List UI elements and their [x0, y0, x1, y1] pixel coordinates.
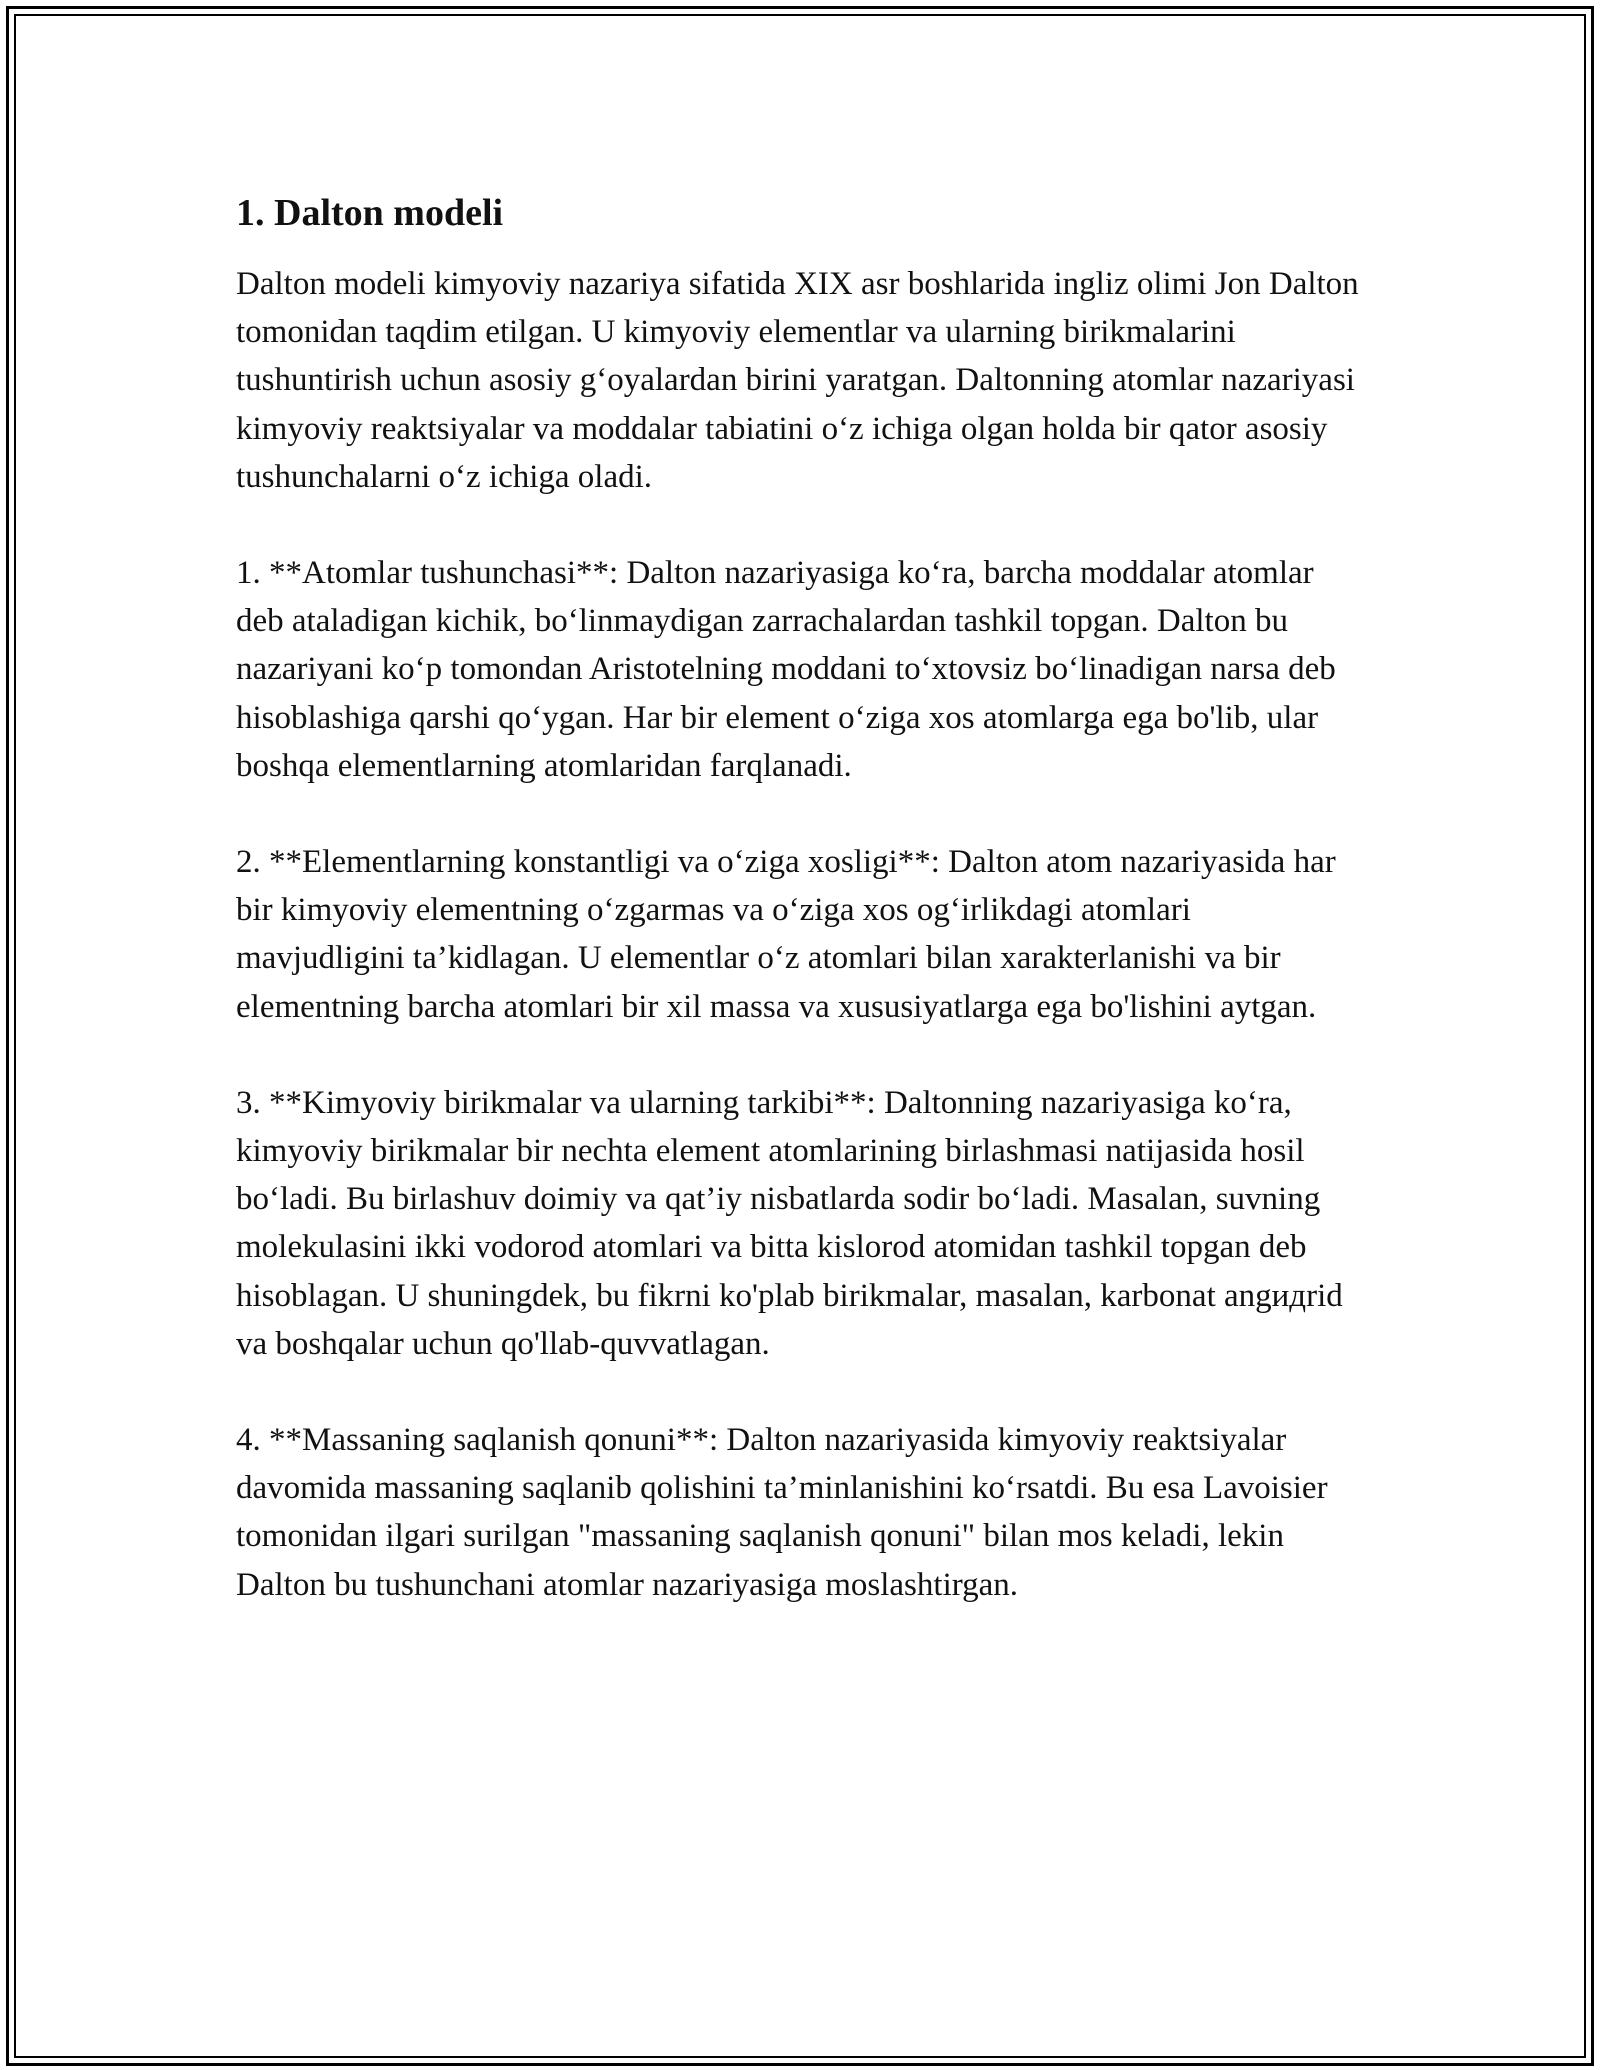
- atoms-concept-paragraph: 1. **Atomlar tushunchasi**: Dalton nazariyasiga ko‘ra, barcha moddalar atomlar deb ataladigan kichik, bo‘linmaydigan zarrachalardan tashkil topgan. Dalton bu nazariyani ko‘p tomondan Aristotelning moddani to‘xtovsiz bo‘linadigan narsa deb hisoblashiga qarshi qo‘ygan. Har bir element o‘ziga xos atomlarga ega bo'lib, ular boshqa elementlarning atomlaridan farqlanadi.: [236, 555, 1336, 784]
- chemical-compounds-paragraph: 3. **Kimyoviy birikmalar va ularning tarkibi**: Daltonning nazariyasiga ko‘ra, kimyoviy birikmalar bir nechta element atomlarining birlashmasi natijasida hosil bo‘ladi. Bu birlashuv doimiy va qat’iy nisbatlarda sodir bo‘ladi. Masalan, suvning molekulasini ikki vodorod atomlari va bitta kislorod atomidan tashkil topgan deb hisoblagan. U shuningdek, bu fikrni ko'plab birikmalar, masalan, karbonat angидrid va boshqalar uchun qo'llab-quvvatlagan.: [236, 1084, 1343, 1362]
- mass-conservation-paragraph: 4. **Massaning saqlanish qonuni**: Dalton nazariyasida kimyoviy reaktsiyalar davomida massaning saqlanib qolishini ta’minlanishini ko‘rsatdi. Bu esa Lavoisier tomonidan ilgari surilgan "massaning saqlanish qonuni" bilan mos keladi, lekin Dalton bu tushunchani atomlar nazariyasiga moslashtirgan.: [236, 1422, 1328, 1603]
- document-page: [236, 188, 1364, 1657]
- elements-constancy-paragraph: 2. **Elementlarning konstantligi va o‘ziga xosligi**: Dalton atom nazariyasida har bir kimyoviy elementning o‘zgarmas va o‘ziga xos og‘irlikdagi atomlari mavjudligini ta’kidlagan. U elementlar o‘z atomlari bilan xarakterlanishi va bir elementning barcha atomlari bir xil massa va xususiyatlarga ega bo'lishini aytgan.: [236, 844, 1336, 1025]
- section-title: 1. Dalton modeli: [236, 192, 504, 234]
- intro-paragraph: Dalton modeli kimyoviy nazariya sifatida XIX asr boshlarida ingliz olimi Jon Dalton tomonidan taqdim etilgan. U kimyoviy elementlar va ularning birikmalarini tushuntirish uchun asosiy g‘oyalardan birini yaratgan. Daltonning atomlar nazariyasi kimyoviy reaktsiyalar va moddalar tabiatini o‘z ichiga olgan holda bir qator asosiy tushunchalarni o‘z ichiga oladi.: [236, 266, 1359, 495]
